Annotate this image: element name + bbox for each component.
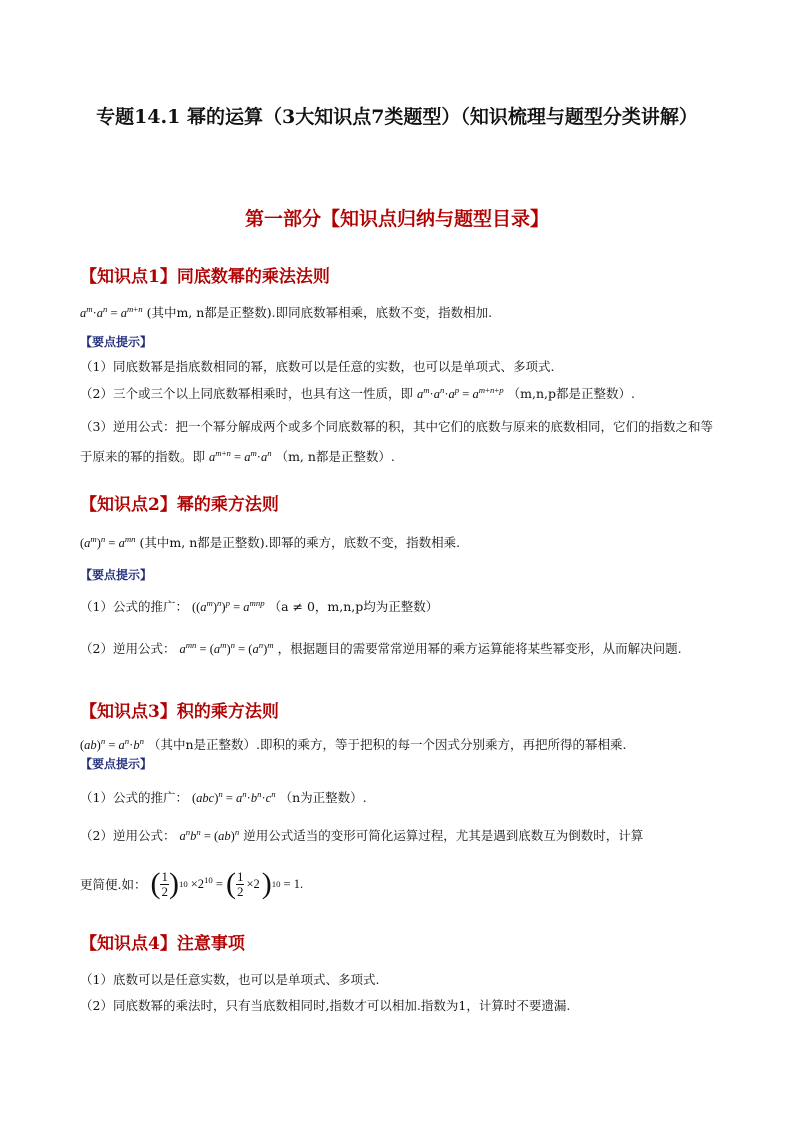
kp3-tip1-text-b: （n为正整数）. [279,790,367,805]
kp3-rule-text: （其中n是正整数）.即积的乘方，等于把积的每一个因式分别乘方，再把所得的幂相乘. [147,737,627,752]
kp4-note2: （2）同底数幂的乘法时，只有当底数相同时,指数才可以相加.指数为1，计算时不要遗漏. [80,998,571,1013]
kp1-rule-text: (其中m, n都是正整数).即同底数幂相乘，底数不变，指数相加. [146,305,493,320]
kp1-formula: $a^m\cdot a^n = a^{m+n}$ [80,304,143,320]
kp2-rule [80,533,460,551]
kp2-tip2-text-b: ，根据题目的需要常常逆用幂的乘方运算能将某些幂变形，从而解决问题. [277,641,682,656]
kp1-tip3 [80,412,720,472]
kp1-rule [80,303,492,321]
kp3-heading: 【知识点3】积的乘方法则 [80,702,279,722]
kp2-heading: 【知识点2】幂的乘方法则 [80,495,279,515]
kp1-tip2-formula: $a^m\cdot a^n\cdot a^p = a^{m+n+p}$ [416,385,504,401]
kp3-formula: $(ab)^n = a^n\cdot b^n$ [80,736,144,752]
kp3-tip2-text-a: （2）逆用公式： [80,828,176,843]
kp2-tip2-text-a: （2）逆用公式： [80,641,176,656]
kp1-tip1: （1）同底数幂是指底数相同的幂，底数可以是任意的实数，也可以是单项式、多项式. [80,359,555,374]
kp3-tip1-text-a: （1）公式的推广： [80,790,188,805]
kp2-tip1-formula: $((a^m)^n)^p = a^{mnp}$ [191,598,265,614]
kp1-heading: 【知识点1】同底数幂的乘法法则 [80,267,330,287]
kp3-example [80,862,303,906]
kp3-tip1 [80,788,367,806]
kp1-tip3-text-b: （m, n都是正整数）. [275,449,395,464]
kp3-example-formula: ( $\frac{1}{2}$ ) 10 $\times 2^{10}$ = ( $\frac{1}{2}$ ×2 ) 10 = 1. [150,867,304,900]
kp2-tips-label: 【要点提示】 [80,568,153,582]
kp3-tip2-text-c: 更简便.如： [80,877,147,892]
kp1-tip2-text-a: （2）三个或三个以上同底数幂相乘时，也具有这一性质，即 [80,386,413,401]
kp1-tip3-text-a: （3）逆用公式：把一个幂分解成两个或多个同底数幂的积，其中它们的底数与原来的底数相同，它们的指数之和等于原来的幂的指数。即 [80,419,713,464]
kp2-tip2-formula: $a^{mn} = (a^m)^n = (a^n)^m$ [179,640,274,656]
kp2-rule-text: (其中m, n都是正整数).即幂的乘方，底数不变，指数相乘. [139,535,461,550]
kp3-tip2 [80,826,643,844]
kp1-tip3-formula: $a^{m+n} = a^m\cdot a^n$ [209,448,272,464]
kp2-formula: $(a^m)^n = a^{mn}$ [80,534,136,550]
kp3-rule [80,735,626,753]
kp1-tip2 [80,384,635,402]
kp2-tip2 [80,639,682,657]
kp3-tips-label: 【要点提示】 [80,757,153,771]
kp1-tip2-text-b: （m,n,p都是正整数）. [507,386,635,401]
kp2-tip1 [80,597,438,615]
kp1-tips-label: 【要点提示】 [80,335,153,349]
kp3-tip2-text-b: 逆用公式适当的变形可简化运算过程，尤其是遇到底数互为倒数时，计算 [243,828,644,843]
kp4-note1: （1）底数可以是任意实数，也可以是单项式、多项式. [80,972,380,987]
kp3-tip1-formula: $(abc)^n = a^n\cdot b^n\cdot c^n$ [191,789,276,805]
part-heading: 第一部分【知识点归纳与题型目录】 [244,208,549,230]
kp4-heading: 【知识点4】注意事项 [80,934,245,954]
kp3-tip2-formula: $a^nb^n = (ab)^n$ [179,827,240,843]
kp2-tip1-text-b: （a ≠ 0，m,n,p均为正整数） [268,599,439,614]
page-title: 专题14.1 幂的运算（3大知识点7类题型）（知识梳理与题型分类讲解） [96,106,698,128]
kp2-tip1-text-a: （1）公式的推广： [80,599,188,614]
